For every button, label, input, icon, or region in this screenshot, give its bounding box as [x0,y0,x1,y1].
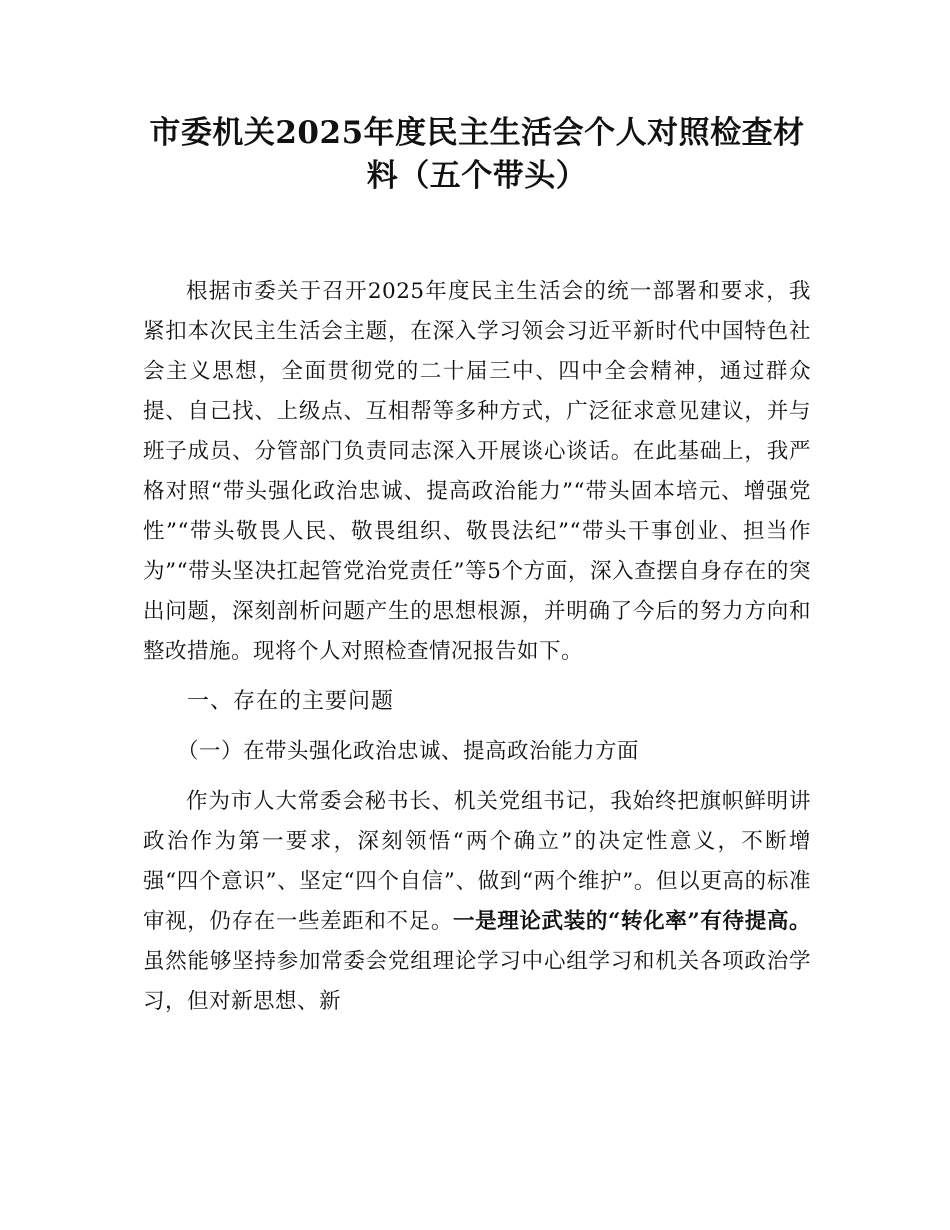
subsection-heading-political-loyalty: （一）在带头强化政治忠诚、提高政治能力方面 [177,739,640,764]
document-title [143,112,811,198]
section-heading-problems: 一、存在的主要问题 [187,689,395,714]
body-paragraph-bold-point: 一是理论武装的“转化率”有待提高。 [452,909,811,934]
intro-paragraph: 根据市委关于召开2025年度民主生活会的统一部署和要求，我紧扣本次民主生活会主题，在深入学习领会习近平新时代中国特色社会主义思想，全面贯彻党的二十届三中、四中全会精神，通过群众提、自己找、上级点、互相帮等多种方式，广泛征求意见建议，并与班子成员、分管部门负责同志深入开展谈心谈话。在此基础上，我严格对照“带头强化政治忠诚、提高政治能力”“带头固本培元、增强党性”“带头敬畏人民、敬畏组织、敬畏法纪”“带头干事创业、担当作为”“带头坚决扛起管党治党责任”等5个方面，深入查摆自身存在的突出问题，深刻剖析问题产生的思想根源，并明确了今后的努力方向和整改措施。现将个人对照检查情况报告如下。 [143,279,811,664]
document-title-line1: 市委机关2025年度民主生活会个人对照检查材 [149,115,805,151]
body-paragraph-part2: 虽然能够坚持参加常委会党组理论学习中心组学习和机关各项政治学习，但对新思想、新 [143,949,811,1014]
body-paragraph-part1: 作为市人大常委会秘书长、机关党组书记，我始终把旗帜鲜明讲政治作为第一要求，深刻领悟“两个确立”的决定性意义，不断增强“四个意识”、坚定“四个自信”、做到“两个维护”。但以更高的标准审视，仍存在一些差距和不足。 [143,789,811,934]
document-body [143,272,811,1022]
document-title-line2: 料（五个带头） [366,158,588,194]
document-page [143,112,811,1022]
body-paragraph [143,782,811,1022]
